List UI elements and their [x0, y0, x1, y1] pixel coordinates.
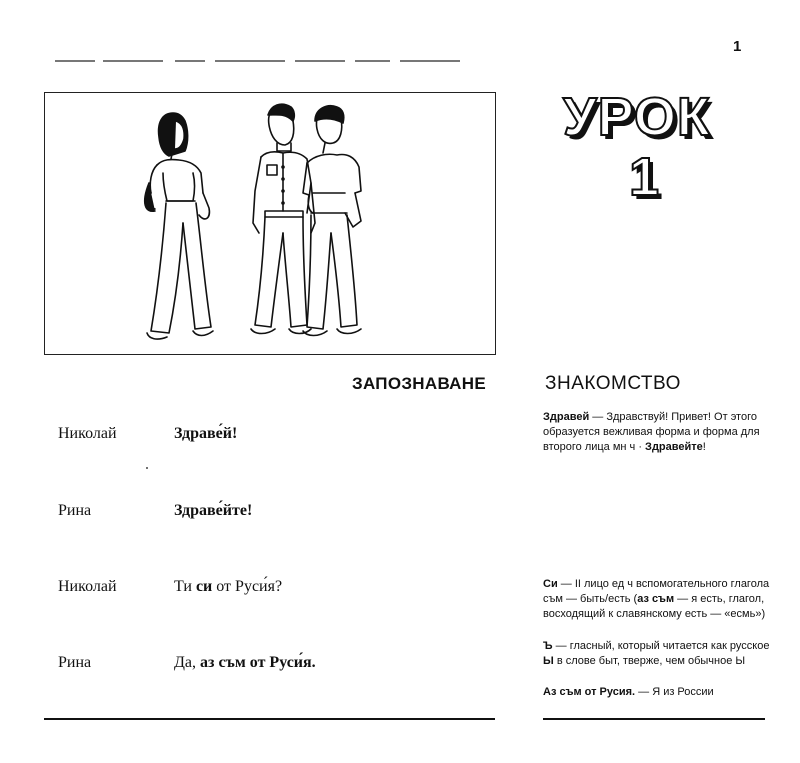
scan-artifact-strip — [55, 59, 475, 64]
three-people-illustration — [45, 93, 495, 354]
section-title-russian: ЗНАКОМСТВО — [545, 373, 681, 394]
note-text: ! — [702, 441, 706, 453]
dialogue-speaker: Рина — [58, 654, 92, 671]
dialogue-speaker: Рина — [58, 502, 92, 519]
note-term: Аз съм от Русия. — [543, 686, 636, 698]
note-az-sam — [543, 685, 779, 700]
dialogue-line — [174, 654, 316, 672]
note-text: в слове быт, тверже, чем обычное Ы — [553, 655, 746, 667]
note-text: — Здравствуй! Привет! От этого образуется вежливая форма и форма для второго лица мн ч · — [543, 411, 760, 453]
scan-speck — [146, 467, 148, 469]
illustration-frame — [44, 92, 496, 355]
woman-figure — [145, 113, 213, 339]
dialogue-line: Здраве́й! — [174, 425, 238, 442]
note-term: аз съм — [637, 593, 675, 605]
section-title-bulgarian: ЗАПОЗНАВАНЕ — [352, 374, 486, 393]
line-suffix: от Руси́я? — [212, 578, 283, 595]
note-term: Здравейте — [642, 441, 703, 453]
page-number: 1 — [733, 38, 742, 55]
note-term: Ъ — [543, 640, 553, 652]
note-text: — Я из России — [635, 686, 714, 698]
dialogue-speaker: Николай — [58, 425, 117, 442]
note-text: — я есть, глагол, восходящий к славянскому есть — «есмь») — [543, 593, 766, 620]
man-figure-middle — [251, 104, 315, 333]
note-zdravei — [543, 410, 779, 455]
dialogue-line — [174, 578, 282, 596]
note-term: Си — [543, 578, 558, 590]
note-text: — гласный, который читается как русское — [552, 640, 770, 652]
lesson-number: 1 — [629, 147, 660, 207]
man-figure-right — [303, 106, 361, 336]
line-prefix: Ти — [174, 578, 196, 595]
bottom-rule-right — [543, 718, 765, 720]
dialogue-speaker: Николай — [58, 578, 117, 595]
note-hard-sign — [543, 639, 779, 669]
lesson-heading: УРОК — [563, 87, 711, 147]
note-term: Здравей — [543, 411, 590, 423]
line-bold: аз съм от Руси́я. — [200, 654, 316, 671]
bottom-rule-left — [44, 718, 495, 720]
note-si — [543, 577, 779, 622]
note-text: — II лицо ед ч вспомогательного глагола съм — быть/есть ( — [543, 578, 770, 605]
line-prefix: Да, — [174, 654, 201, 671]
line-bold: си — [195, 578, 213, 595]
dialogue-line: Здраве́йте! — [174, 502, 253, 519]
note-term: Ы — [543, 655, 554, 667]
